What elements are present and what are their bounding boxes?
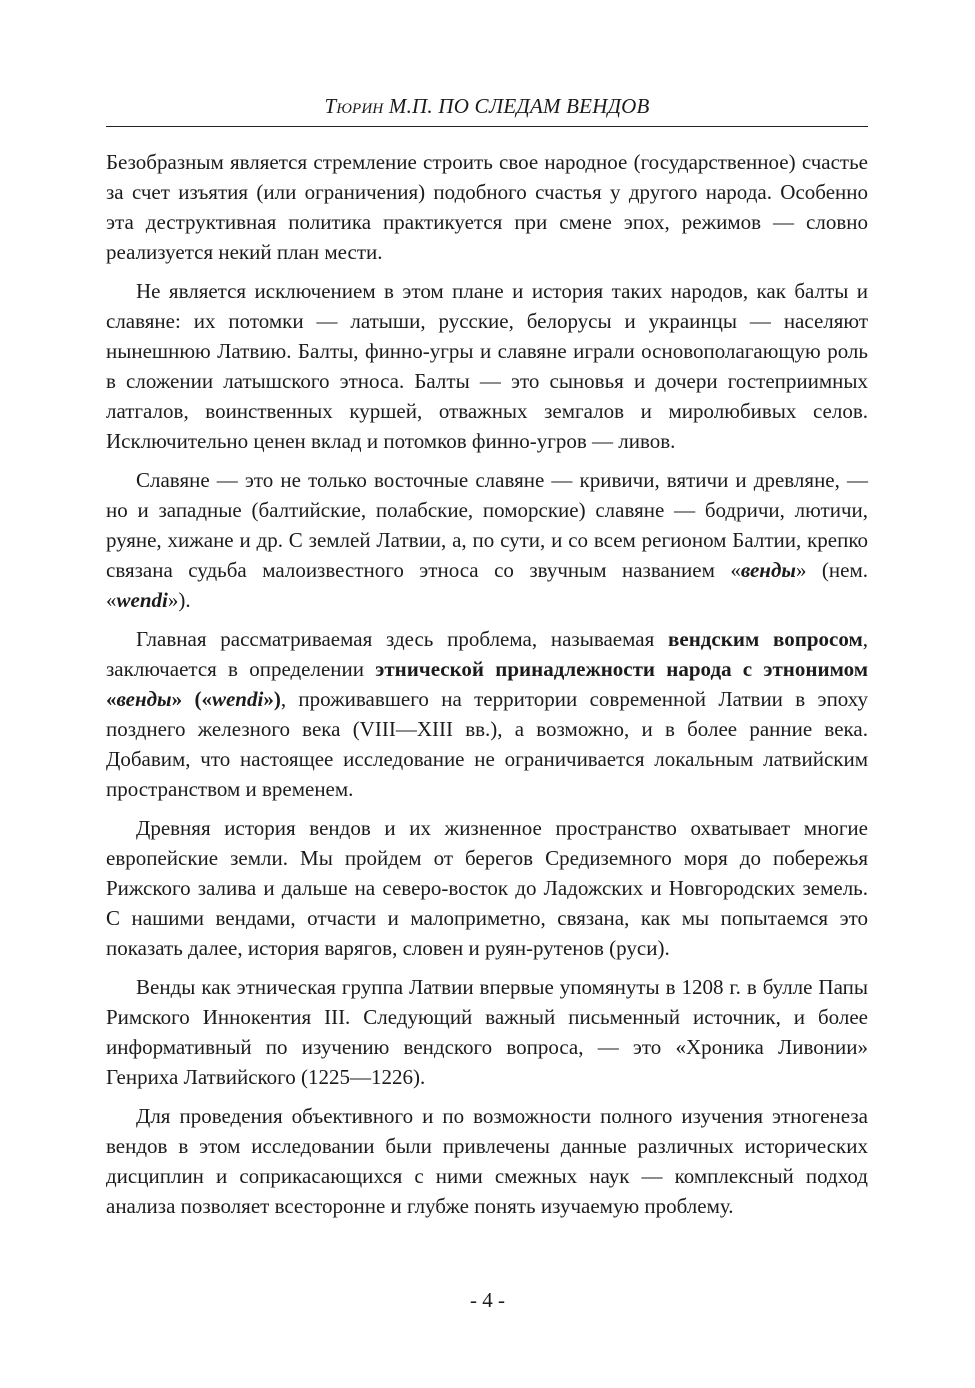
- header-title: ПО СЛЕДАМ ВЕНДОВ: [432, 94, 650, 118]
- p4-term-wendi: wendi: [211, 687, 264, 711]
- p4-text-1: Главная рассматриваемая здесь проблема, называемая: [136, 627, 669, 651]
- p3-text-2: » (нем. «: [106, 558, 868, 612]
- paragraph-6: Венды как этническая группа Латвии впервые упомянуты в 1208 г. в булле Папы Римского Иннокентия III. Следующий важный письменный источник, и более информативный по изучению вендского вопроса, — это «Хроника Ливонии» Генриха Латвийского (1225—1226).: [106, 975, 868, 1089]
- paragraph-3: [106, 465, 868, 615]
- p4-bold-vendish-question: вендским вопросом: [668, 627, 863, 651]
- paragraph-7: Для проведения объективного и по возможности полного изучения этногенеза вендов в этом исследовании были привлечены данные различных исторических дисциплин и соприкасающихся с ними смежных наук — комплексный подход анализа позволяет всесторонне и глубже понять изучаемую проблему.: [106, 1104, 868, 1218]
- body-text: [106, 147, 868, 1230]
- p3-text-3: »).: [167, 588, 191, 612]
- p4-bold-ethnic-text: этнической принадлежности народа с этнонимом «: [106, 657, 868, 711]
- p4-text-2: , заключается в определении: [106, 627, 868, 681]
- page-number: - 4 -: [470, 1288, 505, 1312]
- p3-term-vendy: венды: [740, 558, 796, 582]
- header-initials: М.П.: [383, 94, 433, 118]
- header-author: Тюрин: [324, 94, 384, 118]
- paragraph-5: Древняя история вендов и их жизненное пространство охватывает многие европейские земли. Мы пройдем от берегов Средиземного моря до побережья Рижского залива и дальше на северо-восток до Ладожских и Новгородских земель. С нашими вендами, отчасти и малоприметно, связана, как мы попытаемся это показать далее, история варягов, словен и руян-рутенов (руси).: [106, 816, 868, 960]
- paragraph-2: Не является исключением в этом плане и история таких народов, как балты и славяне: их потомки — латыши, русские, белорусы и украинцы — населяют нынешнюю Латвию. Балты, финно-угры и славяне играли основополагающую роль в сложении латышского этноса. Балты — это сыновья и дочери гостеприимных латгалов, воинственных куршей, отважных земгалов и миролюбивых селов. Исключительно ценен вклад и потомков финно-угров — ливов.: [106, 279, 868, 453]
- p4-bold-close: »): [263, 687, 281, 711]
- header-rule: [106, 126, 868, 127]
- paragraph-4: [106, 624, 868, 804]
- p4-text-3: , проживавшего на территории современной Латвии в эпоху позднего железного века (VIII—XIII вв.), а возможно, и в более ранние века. Добавим, что настоящее исследование не ограничивается локальным латвийским пространством и временем.: [106, 687, 868, 801]
- running-header: [106, 92, 868, 120]
- p4-term-vendy: венды: [116, 687, 172, 711]
- paragraph-1: Безобразным является стремление строить свое народное (государственное) счастье за счет изъятия (или ограничения) подобного счастья у другого народа. Особенно эта деструктивная политика практикуется при смене эпох, режимов — словно реализуется некий план мести.: [106, 150, 868, 264]
- p3-term-wendi: wendi: [116, 588, 168, 612]
- p4-bold-quote: » («: [171, 687, 212, 711]
- p3-text-1: Славяне — это не только восточные славяне — кривичи, вятичи и древляне, — но и западные (балтийские, полабские, поморские) славяне — бодричи, лютичи, руяне, хижане и др. С землей Латвии, а, по сути, и со всем регионом Балтии, крепко связана судьба малоизвестного этноса со звучным названием «: [106, 468, 868, 582]
